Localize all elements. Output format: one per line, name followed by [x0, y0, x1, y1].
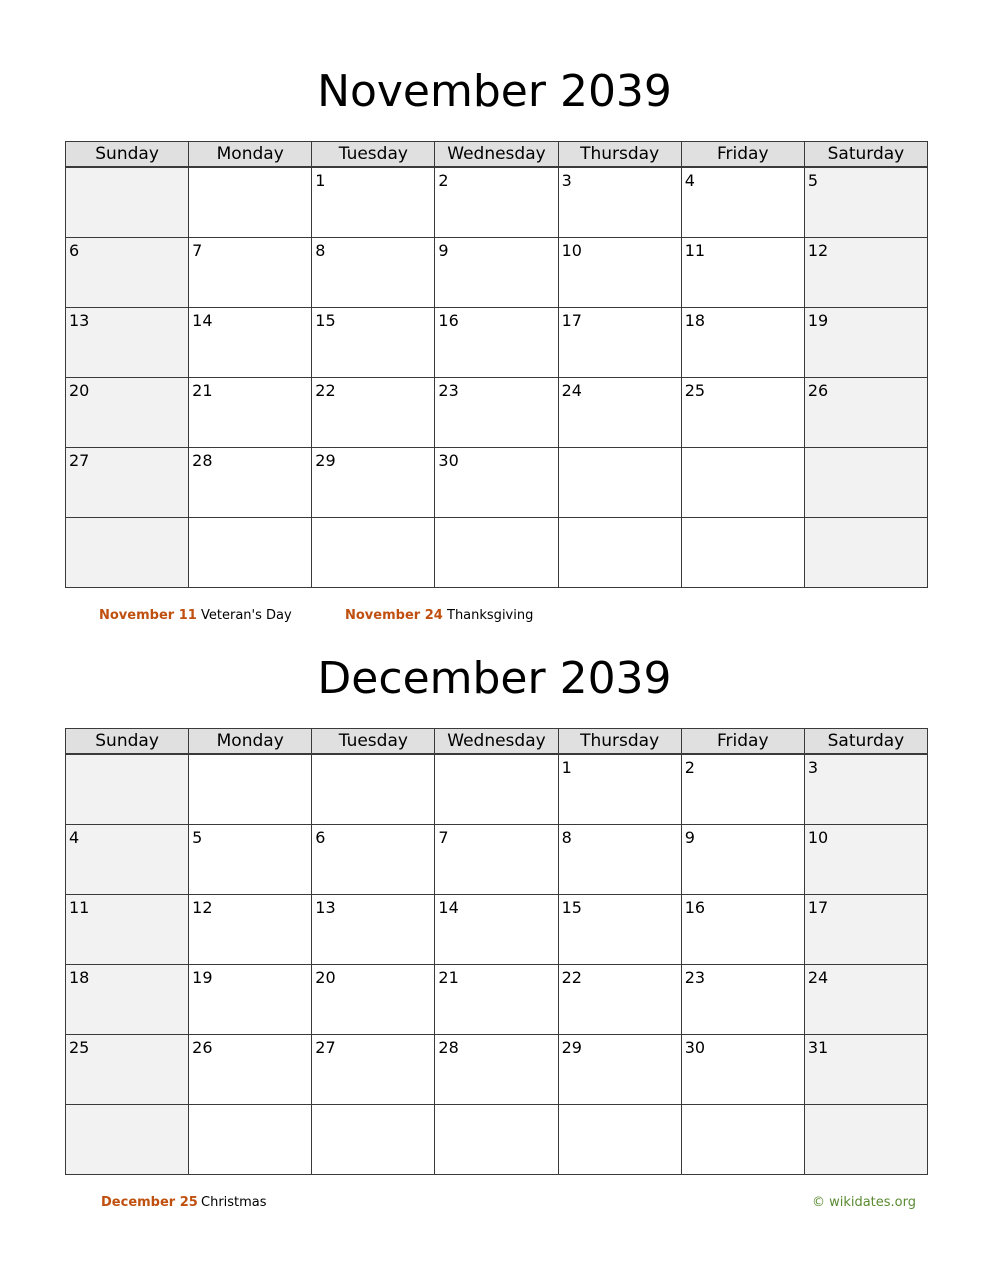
day-cell: [681, 1105, 804, 1175]
week-row: [66, 1105, 928, 1175]
day-cell: [804, 167, 927, 238]
day-number: 5: [192, 828, 203, 847]
day-cell: [312, 448, 435, 518]
day-cell: [312, 238, 435, 308]
weekday-header: Saturday: [804, 142, 927, 168]
day-number: [189, 518, 311, 522]
day-cell: [804, 895, 927, 965]
day-cell: [435, 378, 558, 448]
day-cell: [189, 754, 312, 825]
day-cell: [558, 308, 681, 378]
day-number: 11: [684, 241, 706, 260]
day-cell: [558, 965, 681, 1035]
weekday-header: Tuesday: [312, 729, 435, 755]
day-cell: [681, 448, 804, 518]
day-number: [189, 168, 311, 172]
holiday-date: November 11: [99, 608, 197, 623]
day-number: 12: [807, 241, 829, 260]
holiday-date: December 25: [101, 1195, 198, 1210]
day-cell: [66, 1105, 189, 1175]
day-cell: [66, 448, 189, 518]
weekday-header: Thursday: [558, 729, 681, 755]
day-number: 22: [561, 968, 582, 987]
weekday-header: Wednesday: [435, 142, 558, 168]
day-cell: [189, 1105, 312, 1175]
day-number: 24: [807, 968, 829, 987]
day-number: 28: [192, 451, 213, 470]
day-cell: [312, 378, 435, 448]
holiday-name: Veteran's Day: [201, 608, 292, 623]
day-number: [682, 448, 804, 452]
day-cell: [189, 1035, 312, 1105]
day-cell: [66, 378, 189, 448]
day-number: 2: [684, 758, 695, 777]
weekday-header: Monday: [189, 729, 312, 755]
day-cell: [558, 378, 681, 448]
day-number: [435, 1105, 557, 1109]
day-number: 1: [561, 758, 572, 777]
week-row: [66, 965, 928, 1035]
day-number: [559, 518, 681, 522]
day-cell: [312, 1035, 435, 1105]
day-number: 17: [561, 311, 582, 330]
day-cell: [804, 448, 927, 518]
day-cell: [435, 1035, 558, 1105]
day-cell: [558, 895, 681, 965]
day-cell: [558, 1105, 681, 1175]
day-number: 8: [315, 241, 326, 260]
day-number: [559, 448, 681, 452]
day-number: [682, 518, 804, 522]
day-number: 28: [438, 1038, 459, 1057]
day-number: 21: [192, 381, 213, 400]
day-number: [66, 1105, 188, 1109]
week-row: [66, 895, 928, 965]
day-number: 13: [69, 311, 90, 330]
day-number: 25: [69, 1038, 90, 1057]
day-number: 8: [561, 828, 572, 847]
day-number: 4: [684, 171, 695, 190]
day-cell: [189, 448, 312, 518]
day-number: 24: [561, 381, 582, 400]
day-number: 30: [438, 451, 459, 470]
day-cell: [435, 754, 558, 825]
day-number: 10: [807, 828, 829, 847]
day-number: 18: [684, 311, 706, 330]
day-cell: [66, 238, 189, 308]
day-cell: [435, 448, 558, 518]
day-number: 1: [315, 171, 326, 190]
month-title-december: December 2039: [317, 653, 672, 704]
day-cell: [681, 825, 804, 895]
day-number: 9: [438, 241, 449, 260]
day-cell: [558, 238, 681, 308]
week-row: [66, 448, 928, 518]
day-cell: [681, 965, 804, 1035]
day-number: [805, 1105, 927, 1109]
day-number: 17: [807, 898, 829, 917]
month-title-november: November 2039: [317, 66, 672, 117]
day-cell: [66, 965, 189, 1035]
day-cell: [435, 308, 558, 378]
day-cell: [189, 518, 312, 588]
day-number: 16: [684, 898, 706, 917]
day-number: 29: [561, 1038, 582, 1057]
day-cell: [681, 1035, 804, 1105]
day-cell: [804, 1035, 927, 1105]
day-number: 14: [192, 311, 213, 330]
day-cell: [804, 238, 927, 308]
day-number: [682, 1105, 804, 1109]
holiday-name: Christmas: [201, 1195, 267, 1210]
week-row: [66, 167, 928, 238]
day-cell: [558, 825, 681, 895]
weekday-header: Monday: [189, 142, 312, 168]
day-cell: [804, 965, 927, 1035]
day-cell: [681, 238, 804, 308]
day-number: 27: [69, 451, 90, 470]
day-number: [312, 1105, 434, 1109]
day-number: 23: [438, 381, 459, 400]
day-cell: [312, 825, 435, 895]
day-number: 26: [192, 1038, 213, 1057]
weekday-header: Saturday: [804, 729, 927, 755]
day-cell: [681, 518, 804, 588]
week-row: [66, 1035, 928, 1105]
day-cell: [189, 378, 312, 448]
day-number: 26: [807, 381, 829, 400]
day-number: 14: [438, 898, 459, 917]
day-number: 9: [684, 828, 695, 847]
day-cell: [558, 754, 681, 825]
day-number: [435, 755, 557, 759]
day-cell: [558, 167, 681, 238]
day-cell: [66, 754, 189, 825]
holiday-date: November 24: [345, 608, 443, 623]
day-cell: [681, 167, 804, 238]
day-number: [435, 518, 557, 522]
day-cell: [435, 518, 558, 588]
day-number: 7: [192, 241, 203, 260]
day-cell: [558, 518, 681, 588]
day-cell: [435, 1105, 558, 1175]
weekday-header: Tuesday: [312, 142, 435, 168]
day-number: [312, 755, 434, 759]
day-cell: [681, 895, 804, 965]
day-number: [66, 755, 188, 759]
day-number: 12: [192, 898, 213, 917]
day-cell: [312, 895, 435, 965]
day-cell: [558, 1035, 681, 1105]
day-cell: [66, 825, 189, 895]
day-number: 20: [315, 968, 336, 987]
day-number: [189, 1105, 311, 1109]
day-cell: [435, 895, 558, 965]
day-cell: [435, 965, 558, 1035]
day-number: 5: [807, 171, 819, 190]
day-cell: [435, 825, 558, 895]
week-row: [66, 238, 928, 308]
calendar-november: [65, 141, 928, 588]
day-cell: [804, 378, 927, 448]
day-number: 13: [315, 898, 336, 917]
day-cell: [66, 895, 189, 965]
day-number: 6: [315, 828, 326, 847]
day-cell: [189, 895, 312, 965]
day-cell: [189, 238, 312, 308]
day-cell: [312, 1105, 435, 1175]
day-cell: [189, 167, 312, 238]
day-number: 29: [315, 451, 336, 470]
day-number: 16: [438, 311, 459, 330]
day-number: [66, 518, 188, 522]
credit-link[interactable]: © wikidates.org: [811, 1195, 916, 1210]
day-cell: [804, 308, 927, 378]
day-cell: [558, 448, 681, 518]
week-row: [66, 754, 928, 825]
day-number: [66, 168, 188, 172]
day-cell: [312, 167, 435, 238]
weekday-header-row: [66, 142, 928, 168]
day-cell: [804, 825, 927, 895]
day-number: 7: [438, 828, 449, 847]
day-cell: [804, 1105, 927, 1175]
day-number: 3: [561, 171, 572, 190]
week-row: [66, 825, 928, 895]
day-number: 6: [69, 241, 80, 260]
day-cell: [189, 308, 312, 378]
weekday-header: Wednesday: [435, 729, 558, 755]
holiday-name: Thanksgiving: [447, 608, 534, 623]
day-cell: [804, 518, 927, 588]
day-number: 31: [807, 1038, 829, 1057]
day-number: 4: [69, 828, 80, 847]
day-cell: [312, 754, 435, 825]
week-row: [66, 308, 928, 378]
day-number: 15: [561, 898, 582, 917]
day-cell: [681, 378, 804, 448]
calendar-december: [65, 728, 928, 1175]
day-cell: [312, 518, 435, 588]
day-number: 2: [438, 171, 449, 190]
weekday-header: Sunday: [66, 142, 189, 168]
day-number: 20: [69, 381, 90, 400]
day-number: 19: [192, 968, 213, 987]
day-cell: [804, 754, 927, 825]
day-number: 25: [684, 381, 706, 400]
day-number: 15: [315, 311, 336, 330]
day-cell: [312, 965, 435, 1035]
day-cell: [681, 754, 804, 825]
day-number: 27: [315, 1038, 336, 1057]
day-cell: [66, 1035, 189, 1105]
week-row: [66, 518, 928, 588]
day-cell: [66, 518, 189, 588]
day-cell: [66, 167, 189, 238]
day-cell: [66, 308, 189, 378]
day-number: [312, 518, 434, 522]
day-number: 10: [561, 241, 582, 260]
day-number: 23: [684, 968, 706, 987]
day-number: 3: [807, 758, 819, 777]
day-cell: [189, 965, 312, 1035]
day-number: 22: [315, 381, 336, 400]
day-cell: [681, 308, 804, 378]
day-number: [805, 448, 927, 452]
day-cell: [312, 308, 435, 378]
weekday-header: Friday: [681, 729, 804, 755]
weekday-header: Sunday: [66, 729, 189, 755]
weekday-header: Thursday: [558, 142, 681, 168]
day-number: 21: [438, 968, 459, 987]
day-number: [189, 755, 311, 759]
day-cell: [435, 167, 558, 238]
day-number: 18: [69, 968, 90, 987]
weekday-header-row: [66, 729, 928, 755]
weekday-header: Friday: [681, 142, 804, 168]
day-number: 30: [684, 1038, 706, 1057]
day-cell: [435, 238, 558, 308]
day-number: [805, 518, 927, 522]
day-number: 19: [807, 311, 829, 330]
day-cell: [189, 825, 312, 895]
day-number: 11: [69, 898, 90, 917]
day-number: [559, 1105, 681, 1109]
week-row: [66, 378, 928, 448]
